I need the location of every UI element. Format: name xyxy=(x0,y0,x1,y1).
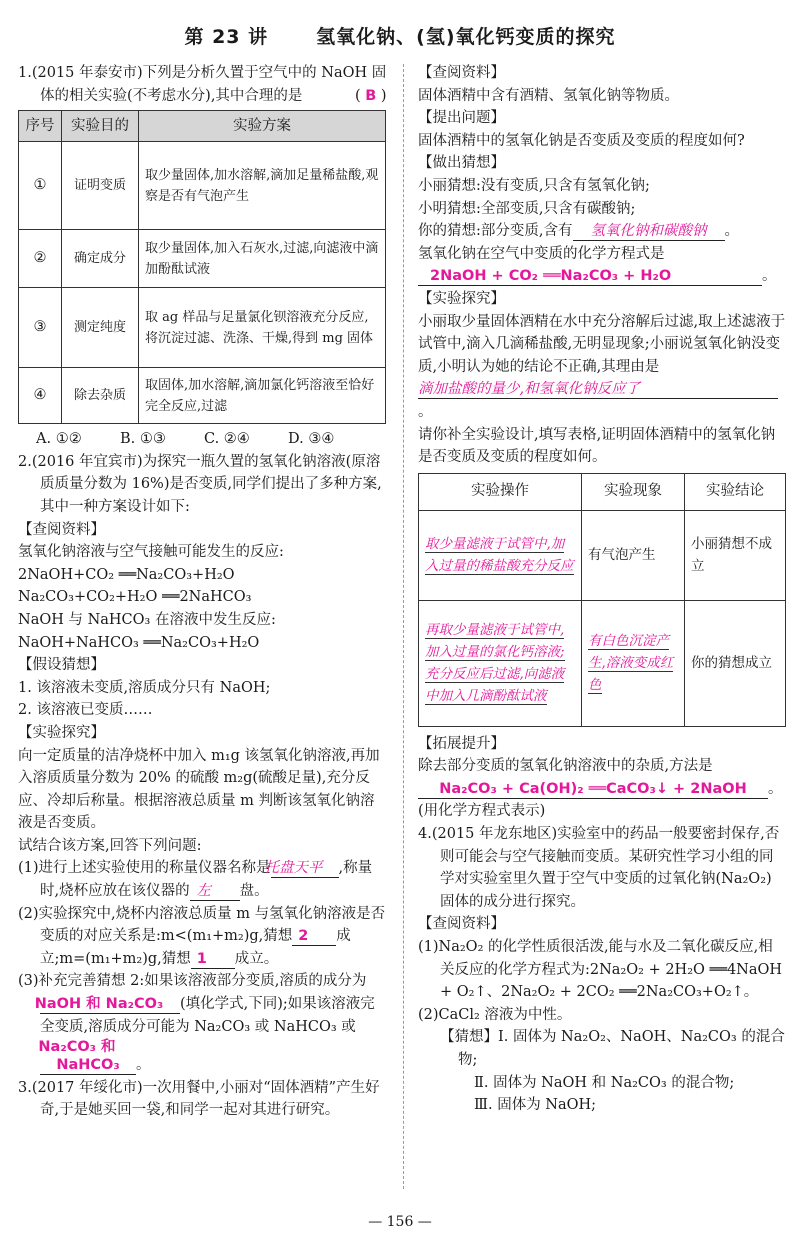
answer-blank: Na₂CO₃ + Ca(OH)₂ ══CaCO₃↓ + 2NaOH xyxy=(439,780,747,797)
answer-blank: Na₂CO₃ 和 NaHCO₃ xyxy=(38,1039,120,1074)
answer-blank: 氢氧化钠和碳酸钠 xyxy=(590,223,707,240)
lecture-number: 第 23 讲 xyxy=(184,26,269,48)
q2-sub2: (2)实验探究中,烧杯内溶液总质量 m 与氢氧化钠溶液是否变质的对应关系是:m<(m₁+m₂)g,猜想 2 成立;m=(m₁+m₂)g,猜想 1 成立。 xyxy=(18,905,386,967)
lecture-topic: 氢氧化钠、(氢)氧化钙变质的探究 xyxy=(316,26,616,48)
equation: NaOH+NaHCO₃ ══Na₂CO₃+H₂O xyxy=(18,634,260,651)
page-number: — 156 — xyxy=(368,1214,432,1230)
page-title xyxy=(0,22,800,49)
q3-question-heading: 【提出问题】 xyxy=(418,110,505,127)
table-row: 取少量滤液于试管中,加入过量的稀盐酸充分反应 有气泡产生 小丽猜想不成立 xyxy=(419,510,786,600)
q3-guess-heading: 【做出猜想】 xyxy=(418,155,505,172)
th-plan: 实验方案 xyxy=(139,111,386,142)
table-row: ③ 测定纯度 取 ag 样品与足量氯化钡溶液充分反应,将沉淀过滤、洗涤、干燥,得到 mg 固体 xyxy=(19,288,386,368)
table-row: 再取少量滤液于试管中,加入过量的氯化钙溶液;充分反应后过滤,向滤液中加入几滴酚酞试液 有白色沉淀产生,溶液变成红色 你的猜想成立 xyxy=(419,600,786,726)
answer-blank: 托盘天平 xyxy=(264,860,323,877)
answer-blank: 2 xyxy=(298,928,309,945)
answer-blank: 2NaOH + CO₂ ══Na₂CO₃ + H₂O xyxy=(430,268,672,285)
q2-exp-heading: 【实验探究】 xyxy=(18,724,105,741)
table-row: ① 证明变质 取少量固体,加水溶解,滴加足量稀盐酸,观察是否有气泡产生 xyxy=(19,142,386,230)
q3-ext-heading: 【拓展提升】 xyxy=(418,735,505,752)
q3-exp-heading: 【实验探究】 xyxy=(418,290,505,307)
q4-stem: 4.(2015 年龙东地区)实验室中的药品一般要密封保存,否则可能会与空气接触而变质。某研究性学习小组的同学对实验室里久置于空气中变质的过氧化钠(Na₂O₂)固体的成分进行探究。 xyxy=(418,826,780,910)
q2-info-heading: 【查阅资料】 xyxy=(18,521,105,538)
table-header-row: 实验操作 实验现象 实验结论 xyxy=(419,473,786,510)
right-column: 【查阅资料】 固体酒精中含有酒精、氢氧化钠等物质。 【提出问题】 固体酒精中的氢氧化钠是否变质及变质的程度如何? 【做出猜想】 小丽猜想:没有变质,只含有氢氧化钠; 小明猜想:全部变质,只含有碳酸钠; 你的猜想:部分变质,含有 氢氧化钠和碳酸钠 。 氢氧化钠在空气中变质的化学方程式是 2NaOH + CO₂ ══Na₂CO₃ + H₂O 。 【实验探究】 小丽取少量固体酒精在水中充分溶解后过滤,取上述滤液于试管中,滴入几滴稀盐酸,无明显现象;小丽说氢氧化钠没变质,小明认为她的结论不正确,其理由是滴加盐酸的量少,和氢氧化钠反应了。 请你补全实验设计,填写表格,证明固体酒精中的氢氧化钠是否变质及变质的程度如何。 实验操作 实验现象 实验结论 取少量滤液于试管中,加入过量的稀盐酸充分反应 有气泡产生 小丽猜想不成立 再取少量滤液于试管中,加入过量的氯化钙溶液;充分反应后过滤,向滤液中加入几滴酚酞试液 有白色沉淀产生,溶液变成红色 你的猜想成立 【拓展提升】 除去部分变质的氢氧化钠溶液中的杂质,方法是 Na₂CO₃ + Ca(OH)₂ ══CaCO₃↓ + 2NaOH 。 (用化学方程式表示) 4.(2015 年龙东地区)实验室中的药品一般要密封保存,否则可能会与空气接触而变质。某研究性学习小组的同学对实验室里久置于空气中变质的过氧化钠(Na₂O₂)固体的成分进行探究。 【查阅资料】 (1)Na₂O₂ 的化学性质很活泼,能与水及二氧化碳反应,相关反应的化学方程式为:2Na₂O₂ + 2H₂O ══4NaOH + O₂↑、2Na₂O₂ + 2CO₂ ══2Na₂CO₃+O₂↑。 (2)CaCl₂ 溶液为中性。 【猜想】Ⅰ. 固体为 Na₂O₂、NaOH、Na₂CO₃ 的混合物; Ⅱ. 固体为 NaOH 和 Na₂CO₃ 的混合物; Ⅲ. 固体为 NaOH; xyxy=(418,62,786,1117)
q3-stem: 3.(2017 年绥化市)一次用餐中,小丽对“固体酒精”产生好奇,于是她买回一袋,和同学一起对其进行研究。 xyxy=(18,1079,380,1119)
q4-guess-heading: 【猜想】 xyxy=(440,1029,498,1046)
q1-table xyxy=(18,110,386,424)
left-column: 1.(2015 年泰安市)下列是分析久置于空气中的 NaOH 固体的相关实验(不考虑水分),其中合理的是 ( B ) 序号 实验目的 实验方案 ① 证明变质 取少量固体,加水溶解,滴加足量稀盐酸,观察是否有气泡产生 ② 确定成分 取少量固体,加入石灰水,过滤,向滤液中滴加酚酞试液 ③ 测定纯度 取 ag 样品与足量氯化钡溶液充分反应,将沉淀过滤、洗涤、干燥,得到 mg 固体 ④ 除去杂质 取固体,加水溶解,滴加氯化钙溶液至恰好完全反应,过滤 A. ①② B. ①③ C. ②④ D. ③④ 2.(2016 年宜宾市)为探究一瓶久置的氢氧化钠溶液(原溶质质量分数为 16%)是否变质,同学们提出了多种方案,其中一种方案设计如下: 【查阅资料】 氢氧化钠溶液与空气接触可能发生的反应: 2NaOH+CO₂ ══Na₂CO₃+H₂O Na₂CO₃+CO₂+H₂O ══2NaHCO₃ NaOH 与 NaHCO₃ 在溶液中发生反应: NaOH+NaHCO₃ ══Na₂CO₃+H₂O 【假设猜想】 1. 该溶液未变质,溶质成分只有 NaOH; 2. 该溶液已变质…… 【实验探究】 向一定质量的洁净烧杯中加入 m₁g 该氢氧化钠溶液,再加入溶质质量分数为 20% 的硫酸 m₂g(硫酸足量),充分反应、冷却后称量。根据溶液总质量 m 判断该氢氧化钠溶液是否变质。 试结合该方案,回答下列问题: (1)进行上述实验使用的称量仪器名称是托盘天平 ,称量时,烧杯应放在该仪器的 左 盘。 (2)实验探究中,烧杯内溶液总质量 m 与氢氧化钠溶液是否变质的对应关系是:m<(m₁+m₂)g,猜想 2 成立;m=(m₁+m₂)g,猜想 1 成立。 (3)补充完善猜想 2:如果该溶液部分变质,溶质的成分为NaOH 和 Na₂CO₃ (填化学式,下同);如果该溶液完全变质,溶质成分可能为 Na₂CO₃ 或 NaHCO₃ 或Na₂CO₃ 和 NaHCO₃ 。 3.(2017 年绥化市)一次用餐中,小丽对“固体酒精”产生好奇,于是她买回一袋,和同学一起对其进行研究。 xyxy=(18,62,388,1122)
q1-answer: B xyxy=(365,87,377,104)
q4-info-heading: 【查阅资料】 xyxy=(418,916,505,933)
q3-info-heading: 【查阅资料】 xyxy=(418,65,505,81)
column-divider xyxy=(403,64,404,1189)
q1-stem: 1.(2015 年泰安市)下列是分析久置于空气中的 NaOH 固体的相关实验(不考虑水分),其中合理的是 ( B ) xyxy=(18,65,387,104)
th-purpose: 实验目的 xyxy=(62,111,139,142)
table-header-row xyxy=(19,111,386,142)
q2-sub1: (1)进行上述实验使用的称量仪器名称是托盘天平 ,称量时,烧杯应放在该仪器的 左 盘。 xyxy=(18,860,373,900)
q3-table xyxy=(418,473,786,727)
th-no: 序号 xyxy=(19,111,62,142)
answer-blank: 滴加盐酸的量少,和氢氧化钠反应了 xyxy=(418,381,641,398)
q1-options: A. ①② B. ①③ C. ②④ D. ③④ xyxy=(36,431,335,448)
answer-blank: 左 xyxy=(196,883,211,900)
table-row: ② 确定成分 取少量固体,加入石灰水,过滤,向滤液中滴加酚酞试液 xyxy=(19,230,386,288)
answer-blank: 1 xyxy=(196,950,207,967)
equation: Na₂CO₃+CO₂+H₂O ══2NaHCO₃ xyxy=(18,589,252,606)
q2-sub3: (3)补充完善猜想 2:如果该溶液部分变质,溶质的成分为NaOH 和 Na₂CO₃ (填化学式,下同);如果该溶液完全变质,溶质成分可能为 Na₂CO₃ 或 NaHCO₃ 或Na₂CO₃ 和 NaHCO₃ 。 xyxy=(18,973,375,1074)
q2-stem: 2.(2016 年宜宾市)为探究一瓶久置的氢氧化钠溶液(原溶质质量分数为 16%)是否变质,同学们提出了多种方案,其中一种方案设计如下: xyxy=(18,453,382,515)
answer-blank: NaOH 和 Na₂CO₃ xyxy=(34,996,164,1013)
equation: 2NaOH+CO₂ ══Na₂CO₃+H₂O xyxy=(18,566,235,583)
q2-guess-heading: 【假设猜想】 xyxy=(18,657,105,674)
table-row: ④ 除去杂质 取固体,加水溶解,滴加氯化钙溶液至恰好完全反应,过滤 xyxy=(19,368,386,424)
